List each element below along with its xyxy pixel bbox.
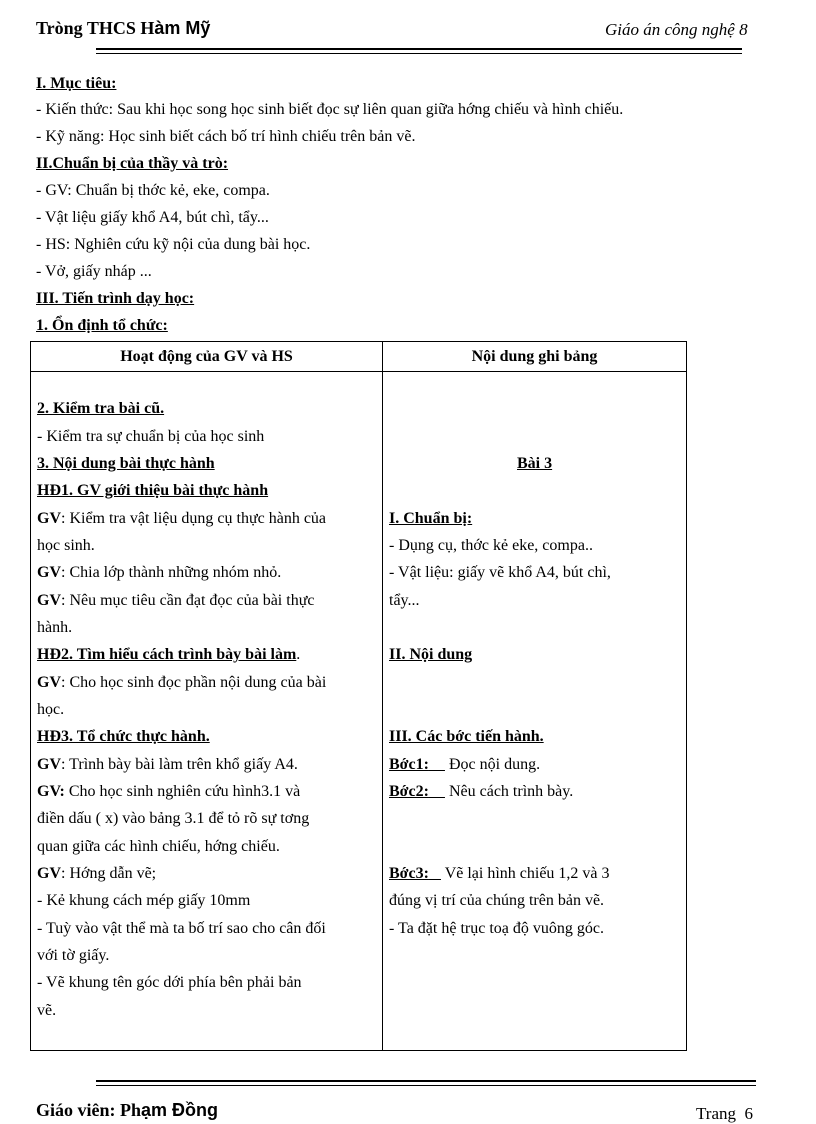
left-gv7: [37, 865, 156, 883]
gv-label: GV: [37, 564, 61, 581]
header-school-prefix: Tròng THCS H: [36, 18, 155, 38]
gv-label: GV: [37, 674, 61, 691]
left-gv5: [37, 756, 298, 774]
table-left-cell: [31, 372, 383, 1051]
left-step-l3a: - Vẽ khung tên góc dới phía bên phải bản: [37, 974, 302, 991]
section2-item-3: - HS: Nghiên cứu kỹ nội của dung bài học.: [36, 236, 311, 253]
left-check-heading: 2. Kiểm tra bài cũ.: [37, 400, 165, 417]
left-hd3: HĐ3. Tổ chức thực hành.: [37, 728, 210, 745]
gv-label: GV: [37, 592, 61, 609]
right-prep-2b: tẩy...: [389, 592, 420, 609]
lesson-table: [30, 341, 687, 1051]
table-header-board-content: Nội dung ghi bảng: [383, 342, 687, 372]
left-gv6-text: Cho học sinh nghiên cứu hình3.1 và: [64, 783, 301, 800]
right-step-2: [389, 783, 573, 801]
footer-page-number: 6: [744, 1104, 753, 1123]
header-rule-bottom: [96, 53, 742, 54]
left-gv2: [37, 564, 281, 582]
footer-teacher-prefix: Giáo viên: Ph: [36, 1100, 142, 1120]
footer-teacher-suffix: ạm Đồng: [141, 1100, 219, 1120]
left-hd2-text: HĐ2. Tìm hiểu cách trình bày bài làm: [37, 646, 297, 663]
left-gv1-b: học sinh.: [37, 537, 95, 554]
left-hd2-dot: .: [296, 646, 301, 663]
section2-item-4: - Vở, giấy nháp ...: [36, 263, 152, 280]
left-gv4-a: [37, 674, 326, 692]
right-step-1-text: Đọc nội dung.: [448, 756, 541, 773]
left-gv3-b: hành.: [37, 619, 73, 636]
left-gv2-text: : Chia lớp thành những nhóm nhỏ.: [61, 564, 282, 581]
right-step-3-extra: - Ta đặt hệ trục toạ độ vuông góc.: [389, 920, 604, 937]
header-school: [36, 18, 210, 39]
left-gv3-a: [37, 592, 314, 610]
table-right-cell: [383, 372, 687, 1051]
footer-rule-bottom: [96, 1085, 756, 1086]
footer-page: [696, 1104, 753, 1124]
left-hd2: [37, 646, 300, 664]
left-step-l1: - Kẻ khung cách mép giấy 10mm: [37, 892, 251, 909]
table-header-activities: Hoạt động của GV và HS: [31, 342, 383, 372]
section1-item-1: - Kiến thức: Sau khi học song học sinh biết đọc sự liên quan giữa hớng chiếu và hình chiếu.: [36, 101, 624, 118]
section2-item-2: - Vật liệu giấy khổ A4, bút chì, tẩy...: [36, 209, 269, 226]
left-content-heading: 3. Nội dung bài thực hành: [37, 455, 215, 472]
left-gv7-text: : Hớng dẫn vẽ;: [61, 865, 157, 882]
left-step-l3b: vẽ.: [37, 1002, 57, 1019]
left-gv1-text: : Kiểm tra vật liệu dụng cụ thực hành của: [61, 510, 327, 527]
gv-label: GV: [37, 865, 61, 882]
left-check-line: - Kiểm tra sự chuẩn bị của học sinh: [37, 428, 265, 445]
section1-title: I. Mục tiêu:: [36, 75, 117, 92]
right-steps-title: III. Các bớc tiến hành.: [389, 728, 544, 745]
left-gv4-text: : Cho học sinh đọc phần nội dung của bài: [61, 674, 327, 691]
header-school-suffix: àm Mỹ: [154, 18, 211, 38]
left-gv6-a: [37, 783, 300, 801]
left-gv5-text: : Trình bày bài làm trên khổ giấy A4.: [61, 756, 298, 773]
header-subject: Giáo án công nghệ 8: [605, 20, 748, 39]
right-prep-2a: - Vật liệu: giấy vẽ khổ A4, bút chì,: [389, 564, 611, 581]
left-gv6-b: điền dấu ( x) vào bảng 3.1 để tỏ rõ sự tơng: [37, 810, 310, 827]
step-label: Bớc3:: [389, 865, 429, 882]
right-step-2-text: Nêu cách trình bày.: [448, 783, 574, 800]
gv-label: GV:: [37, 783, 65, 800]
step-label: Bớc2:: [389, 783, 429, 800]
section2-title: II.Chuẩn bị của thầy và trò:: [36, 155, 229, 172]
section1-item-2: - Kỹ năng: Học sinh biết cách bố trí hình chiếu trên bản vẽ.: [36, 128, 416, 145]
left-gv3-text: : Nêu mục tiêu cần đạt đọc của bài thực: [61, 592, 315, 609]
section3-subtitle: 1. Ổn định tổ chức:: [36, 317, 168, 334]
right-prep-1: - Dụng cụ, thớc kẻ eke, compa..: [389, 537, 593, 554]
step-label: Bớc1:: [389, 756, 429, 773]
right-prep-title: I. Chuẩn bị:: [389, 510, 473, 527]
header-rule-top: [96, 48, 742, 50]
gv-label: GV: [37, 510, 61, 527]
right-step-3b: đúng vị trí của chúng trên bản vẽ.: [389, 892, 605, 909]
left-gv1-a: [37, 510, 326, 528]
right-lesson-title: Bài 3: [517, 455, 553, 472]
left-step-l2b: với tờ giấy.: [37, 947, 110, 964]
left-hd1: HĐ1. GV giới thiệu bài thực hành: [37, 482, 269, 499]
gv-label: GV: [37, 756, 61, 773]
left-step-l2a: - Tuỳ vào vật thể mà ta bố trí sao cho cân đối: [37, 920, 326, 937]
section2-item-1: - GV: Chuẩn bị thớc kẻ, eke, compa.: [36, 182, 270, 199]
right-step-3a: [389, 865, 610, 883]
right-step-3-text-a: Vẽ lại hình chiếu 1,2 và 3: [444, 865, 610, 882]
footer-teacher: [36, 1100, 218, 1121]
footer-page-label: Trang: [696, 1104, 736, 1123]
right-content-title: II. Nội dung: [389, 646, 473, 663]
right-step-1: [389, 756, 540, 774]
section3-title: III. Tiến trình dạy học:: [36, 290, 195, 307]
left-gv4-b: học.: [37, 701, 65, 718]
footer-rule-top: [96, 1080, 756, 1082]
left-gv6-c: quan giữa các hình chiếu, hớng chiếu.: [37, 838, 280, 855]
